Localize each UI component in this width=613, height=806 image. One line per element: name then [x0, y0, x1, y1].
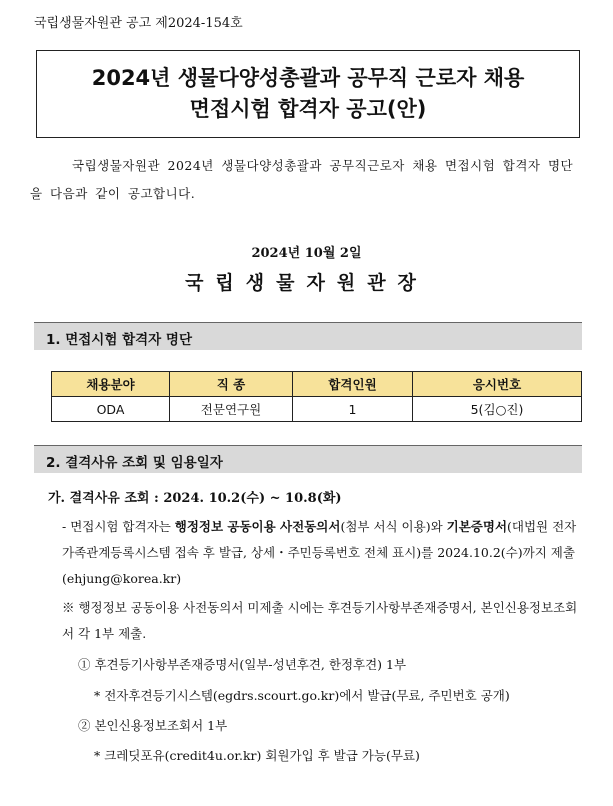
table-cell: 5(김○진) [413, 397, 582, 422]
table-header: 응시번호 [413, 372, 582, 397]
announcement-date: 2024년 10월 2일 [251, 246, 362, 261]
table-cell: 1 [293, 397, 413, 422]
table-header-row [52, 372, 582, 397]
list-item-detail: * 크레딧포유(credit4u.or.kr) 회원가입 후 발급 가능(무료) [94, 748, 420, 763]
result-table [51, 371, 582, 422]
organization-name: 국립생물자원관장 [185, 272, 428, 294]
table-cell: 전문연구원 [170, 397, 293, 422]
list-item: ② 본인신용정보조회서 1부 [78, 718, 228, 733]
consent-form-label: 행정정보 공동이용 사전동의서 [174, 519, 341, 534]
note-paragraph: ※ 행정정보 공동이용 사전동의서 미제출 시에는 후견등기사항부존재증명서, 본인신용정보조회서 각 1부 제출. [62, 600, 578, 641]
title-line-2: 면접시험 합격자 공고(안) [189, 97, 427, 121]
table-header: 채용분야 [52, 372, 170, 397]
title-box [36, 50, 580, 138]
disqualification-check-period: 가. 결격사유 조회 : 2024. 10.2(수) ~ 10.8(화) [48, 491, 342, 506]
basic-certificate-label: 기본증명서 [446, 519, 508, 534]
bullet-mid: (첨부 서식 이용)와 [340, 519, 447, 534]
submission-instruction [62, 514, 587, 592]
table-cell: ODA [52, 397, 170, 422]
intro-paragraph: 국립생물자원관 2024년 생물다양성총괄과 공무직근로자 채용 면접시험 합격자 명단을 다음과 같이 공고합니다. [30, 158, 574, 201]
table-header: 합격인원 [293, 372, 413, 397]
table-row [52, 397, 582, 422]
notice-number: 국립생물자원관 공고 제2024-154호 [34, 16, 243, 31]
list-item: ① 후견등기사항부존재증명서(일부-성년후견, 한정후견) 1부 [78, 657, 407, 672]
bullet-prefix: - 면접시험 합격자는 [62, 519, 175, 534]
bullet-rest: (대법원 전자가족관계등록시스템 접속 후 발급, 상세・주민등록번호 전체 표시)를 2024.10.2(수)까지 제출(ehjung@korea.kr) [62, 519, 577, 586]
section1-title: 1. 면접시험 합격자 명단 [46, 332, 192, 348]
section2-title: 2. 결격사유 조회 및 임용일자 [46, 455, 223, 471]
table-header: 직 종 [170, 372, 293, 397]
list-item-detail: * 전자후견등기시스템(egdrs.scourt.go.kr)에서 발급(무료, 주민번호 공개) [94, 688, 510, 703]
title-line-1: 2024년 생물다양성총괄과 공무직 근로자 채용 [91, 66, 525, 90]
